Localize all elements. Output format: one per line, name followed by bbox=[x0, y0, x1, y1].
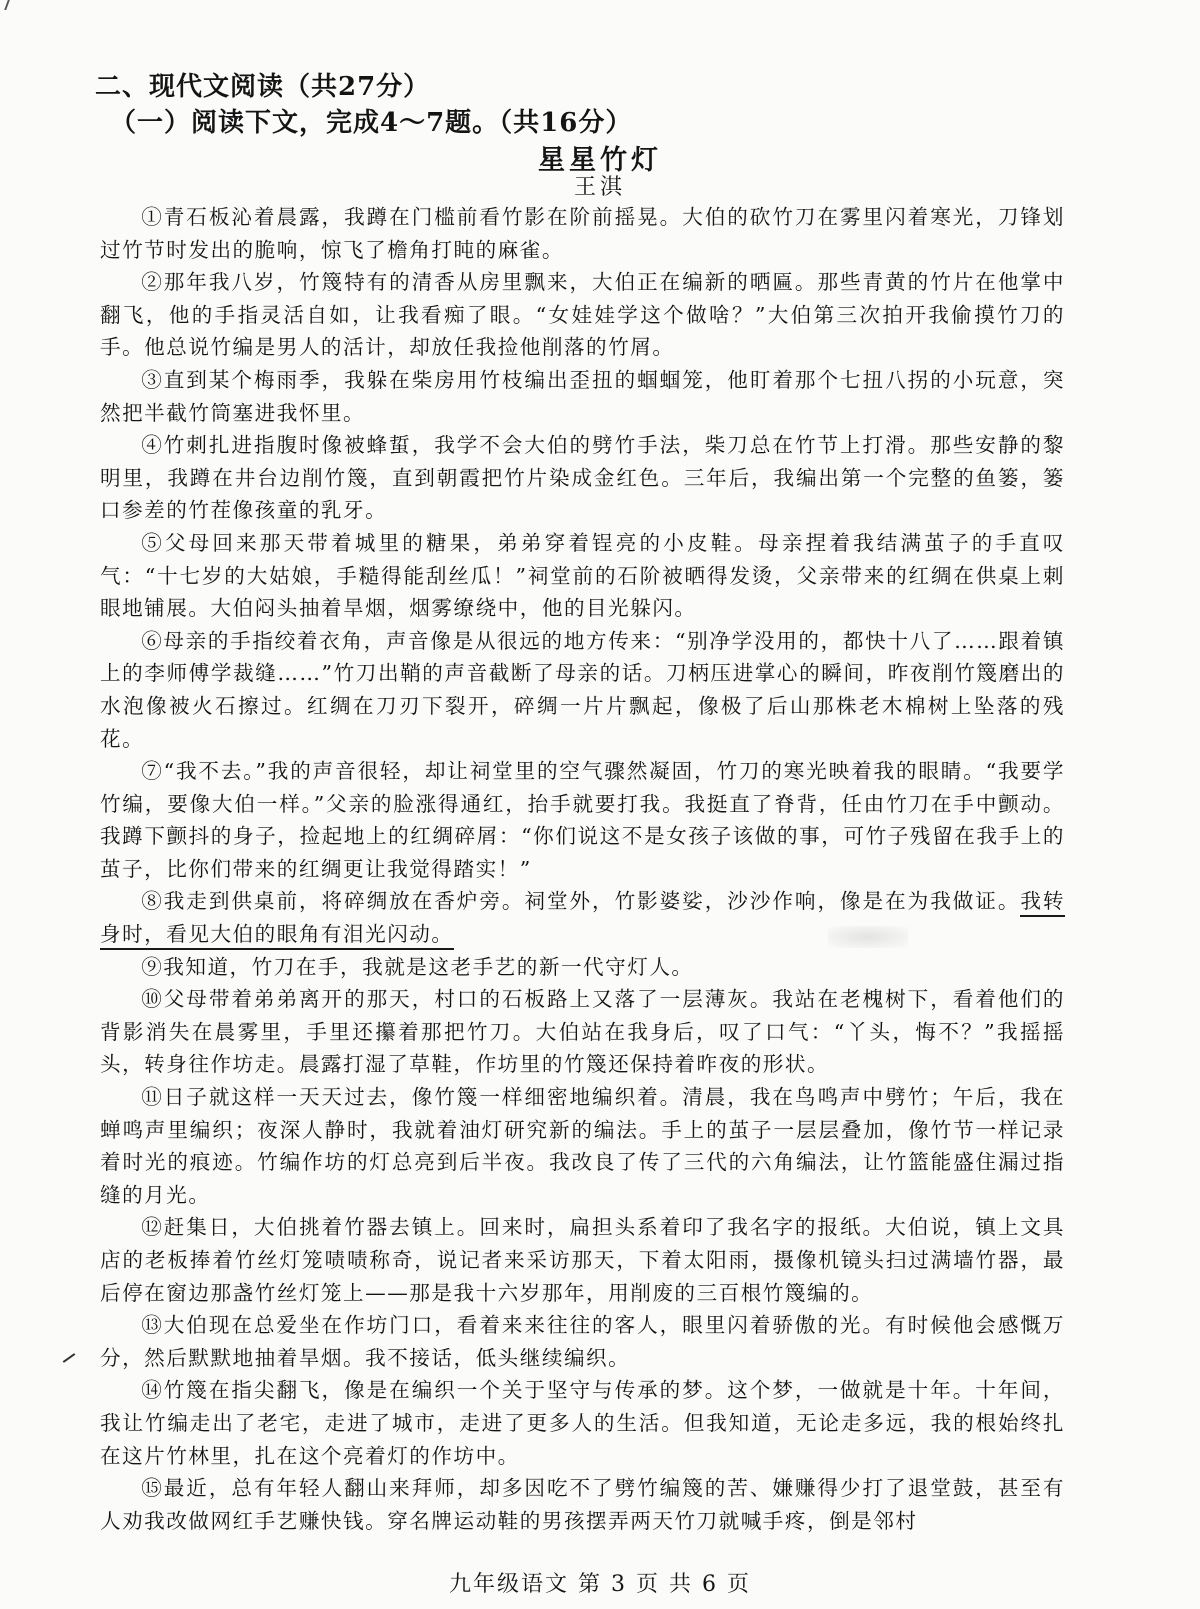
story-body bbox=[100, 201, 1065, 1537]
stray-pen-mark bbox=[63, 1353, 76, 1363]
paragraph-7: ⑦“我不去。”我的声音很轻，却让祠堂里的空气骤然凝固，竹刀的寒光映着我的眼睛。“我要学竹编，要像大伯一样。”父亲的脸涨得通红，抬手就要打我。我挺直了脊背，任由竹刀在手中颤动。我蹲下颤抖的身子，捡起地上的红绸碎屑：“你们说这不是女孩子该做的事，可竹子残留在我手上的茧子，比你们带来的红绸更让我觉得踏实！” bbox=[100, 759, 1065, 881]
paragraph-8-text: ⑧我走到供桌前，将碎绸放在香炉旁。祠堂外，竹影婆娑，沙沙作响，像是在为我做证。 bbox=[141, 889, 1021, 914]
paragraph-11: ⑪日子就这样一天天过去，像竹篾一样细密地编织着。清晨，我在鸟鸣声中劈竹；午后，我在蝉鸣声里编织；夜深人静时，我就着油灯研究新的编法。手上的茧子一层层叠加，像竹节一样记录着时光的痕迹。竹编作坊的灯总亮到后半夜。我改良了传了三代的六角编法，让竹篮能盛住漏过指缝的月光。 bbox=[100, 1085, 1065, 1207]
paragraph-4: ④竹刺扎进指腹时像被蜂蜇，我学不会大伯的劈竹手法，柴刀总在竹节上打滑。那些安静的黎明里，我蹲在井台边削竹篾，直到朝霞把竹片染成金红色。三年后，我编出第一个完整的鱼篓，篓口参差的竹茬像孩童的乳牙。 bbox=[100, 433, 1065, 523]
paragraph-8 bbox=[100, 885, 1065, 950]
paragraph-9: ⑨我知道，竹刀在手，我就是这老手艺的新一代守灯人。 bbox=[141, 954, 694, 979]
paragraph-15: ⑮最近，总有年轻人翻山来拜师，却多因吃不了劈竹编篾的苦、嫌赚得少打了退堂鼓，甚至有人劝我改做网红手艺赚快钱。穿名牌运动鞋的男孩摆弄两天竹刀就喊手疼，倒是邻村 bbox=[100, 1476, 1065, 1533]
paragraph-2: ②那年我八岁，竹篾特有的清香从房里飘来，大伯正在编新的晒匾。那些青黄的竹片在他掌中翻飞，他的手指灵活自如，让我看痴了眼。“女娃娃学这个做啥？”大伯第三次拍开我偷摸竹刀的手。他总说竹编是男人的活计，却放任我捡他削落的竹屑。 bbox=[100, 270, 1065, 360]
paragraph-5: ⑤父母回来那天带着城里的糖果，弟弟穿着锃亮的小皮鞋。母亲捏着我结满茧子的手直叹气：“十七岁的大姑娘，手糙得能刮丝瓜！”祠堂前的石阶被晒得发烫，父亲带来的红绸在供桌上刺眼地铺展。大伯闷头抽着旱烟，烟雾缭绕中，他的目光躲闪。 bbox=[100, 530, 1065, 621]
page-footer: 九年级语文 第 3 页 共 6 页 bbox=[449, 1572, 751, 1597]
paragraph-14: ⑭竹篾在指尖翻飞，像是在编织一个关于坚守与传承的梦。这个梦，一做就是十年。十年间，我让竹编走出了老宅，走进了城市，走进了更多人的生活。但我知道，无论走多远，我的根始终扎在这片竹林里，扎在这个亮着灯的作坊中。 bbox=[100, 1378, 1065, 1468]
paragraph-3: ③直到某个梅雨季，我躲在柴房用竹枝编出歪扭的蝈蝈笼，他盯着那个七扭八拐的小玩意，突然把半截竹筒塞进我怀里。 bbox=[100, 367, 1065, 425]
paragraph-13: ⑬大伯现在总爱坐在作坊门口，看着来来往往的客人，眼里闪着骄傲的光。有时候他会感慨万分，然后默默地抽着旱烟。我不接话，低头继续编织。 bbox=[100, 1313, 1065, 1370]
corner-pen-mark bbox=[4, 0, 24, 10]
story-title: 星星竹灯 bbox=[538, 145, 662, 176]
scan-smudge bbox=[828, 926, 908, 948]
story-author: 王淇 bbox=[573, 175, 626, 200]
paragraph-6: ⑥母亲的手指绞着衣角，声音像是从很远的地方传来：“别净学没用的，都快十八了……跟着镇上的李师傅学裁缝……”竹刀出鞘的声音截断了母亲的话。刀柄压进掌心的瞬间，昨夜削竹篾磨出的水泡像被火石擦过。红绸在刀刃下裂开，碎绸一片片飘起，像极了后山那株老木棉树上坠落的残花。 bbox=[100, 628, 1065, 751]
paragraph-12: ⑫赶集日，大伯挑着竹器去镇上。回来时，扁担头系着印了我名字的报纸。大伯说，镇上文具店的老板捧着竹丝灯笼啧啧称奇，说记者来采访那天，下着太阳雨，摄像机镜头扫过满墙竹器，最后停在窗边那盏竹丝灯笼上——那是我十六岁那年，用削废的三百根竹篾编的。 bbox=[100, 1215, 1065, 1305]
question-instruction: （一）阅读下文，完成4～7题。（共16分） bbox=[110, 108, 633, 138]
paragraph-10: ⑩父母带着弟弟离开的那天，村口的石板路上又落了一层薄灰。我站在老槐树下，看着他们的背影消失在晨雾里，手里还攥着那把竹刀。大伯站在我身后，叹了口气：“丫头，悔不？”我摇摇头，转身往作坊走。晨露打湿了草鞋，作坊里的竹篾还保持着昨夜的形状。 bbox=[100, 987, 1065, 1077]
paragraph-1: ①青石板沁着晨露，我蹲在门槛前看竹影在阶前摇晃。大伯的砍竹刀在雾里闪着寒光，刀锋划过竹节时发出的脆响，惊飞了檐角打盹的麻雀。 bbox=[100, 205, 1065, 262]
section-heading: 二、现代文阅读（共27分） bbox=[95, 72, 431, 102]
underlined-sentence: 我转身时，看见大伯的眼角有泪光闪动。 bbox=[100, 889, 1065, 950]
